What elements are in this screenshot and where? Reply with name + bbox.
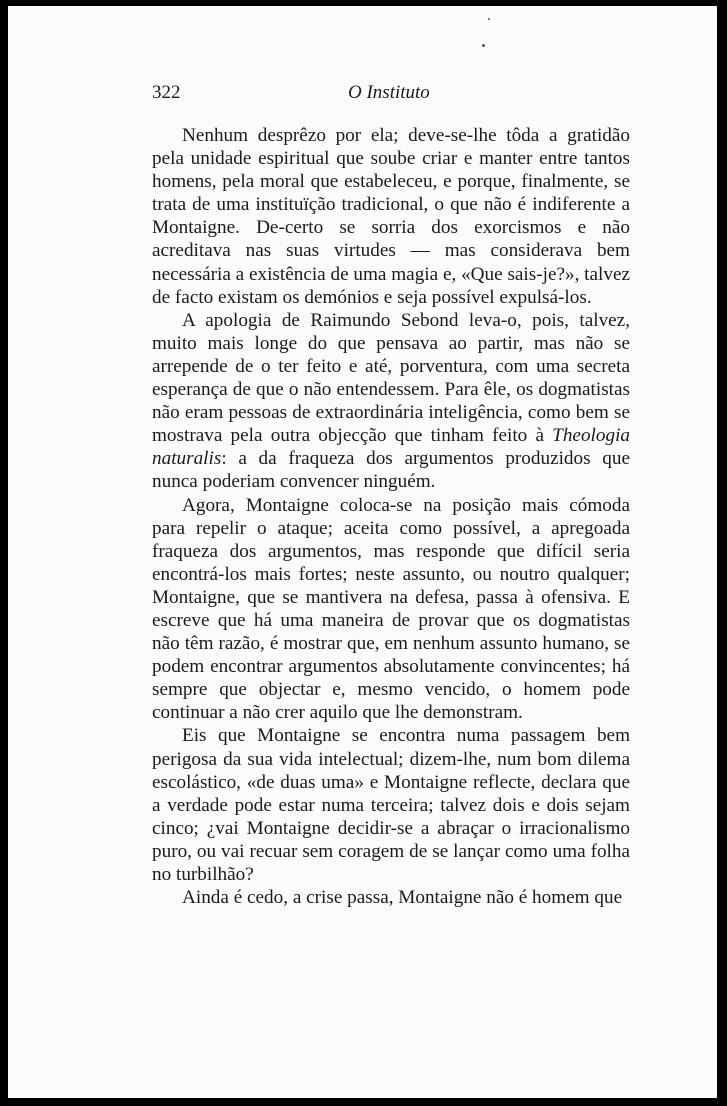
paragraph-4: Eis que Montaigne se encontra numa passagem bem perigosa da sua vida intelectual; dizem-lhe, num bom dilema escolástico, «de duas uma» e Montaigne reflecte, declara que a verdade pode estar numa terceira; talvez dois e dois sejam cinco; ¿vai Montaigne decidir-se a abraçar o irracionalismo puro, ou vai recuar sem coragem de se lançar como uma folha no turbilhão? [152, 725, 630, 885]
page-number: 322 [152, 82, 181, 103]
book-page [8, 6, 717, 1098]
running-title: O Instituto [348, 82, 430, 103]
paragraph-2-text-before: A apologia de Raimundo Sebond leva-o, pois, talvez, muito mais longe do que pensava ao partir, mas não se arrepende de o ter feito e até, porventura, com uma secreta esperança de que o não entendessem. Para êle, os dogmatistas não eram pessoas de extraordinária inteligência, como bem se mostrava pela outra objecção que tinham feito à [152, 309, 630, 447]
paragraph-2-text-after: : a da fraqueza dos argumentos produzidos que nunca poderiam convencer ninguém. [152, 448, 630, 493]
paragraph-5: Ainda é cedo, a crise passa, Montaigne não é homem que [182, 887, 623, 909]
ink-speck [482, 44, 485, 47]
page-header [152, 82, 630, 106]
book-title-reference: Theologia naturalis [152, 425, 630, 470]
ink-speck [488, 18, 490, 20]
paragraph-3: Agora, Montaigne coloca-se na posição mais cómoda para repelir o ataque; aceita como possível, a apregoada fraqueza dos argumentos, mas responde que difícil seria encontrá-los mais fortes; neste assunto, ou noutro qualquer; Montaigne, que se mantivera na defesa, passa à ofensiva. E escreve que há uma maneira de provar que os dogmatistas não têm razão, é mostrar que, em nenhum assunto humano, se podem encontrar argumentos absolutamente convincentes; há sempre que objectar e, mesmo vencido, o homem pode continuar a não crer aquilo que lhe demonstram. [152, 494, 630, 724]
body-text [152, 124, 630, 909]
paragraph-2 [152, 309, 630, 494]
paragraph-1: Nenhum desprêzo por ela; deve-se-lhe tôda a gratidão pela unidade espiritual que soube criar e manter entre tantos homens, pela moral que estabeleceu, e porque, finalmente, se trata de uma instituïção tradicional, o que não é indiferente a Montaigne. De-certo se sorria dos exorcismos e não acreditava nas suas virtudes — mas considerava bem necessária a existência de uma magia e, «Que sais-je?», talvez de facto existam os demónios e seja possível expulsá-los. [152, 125, 630, 308]
